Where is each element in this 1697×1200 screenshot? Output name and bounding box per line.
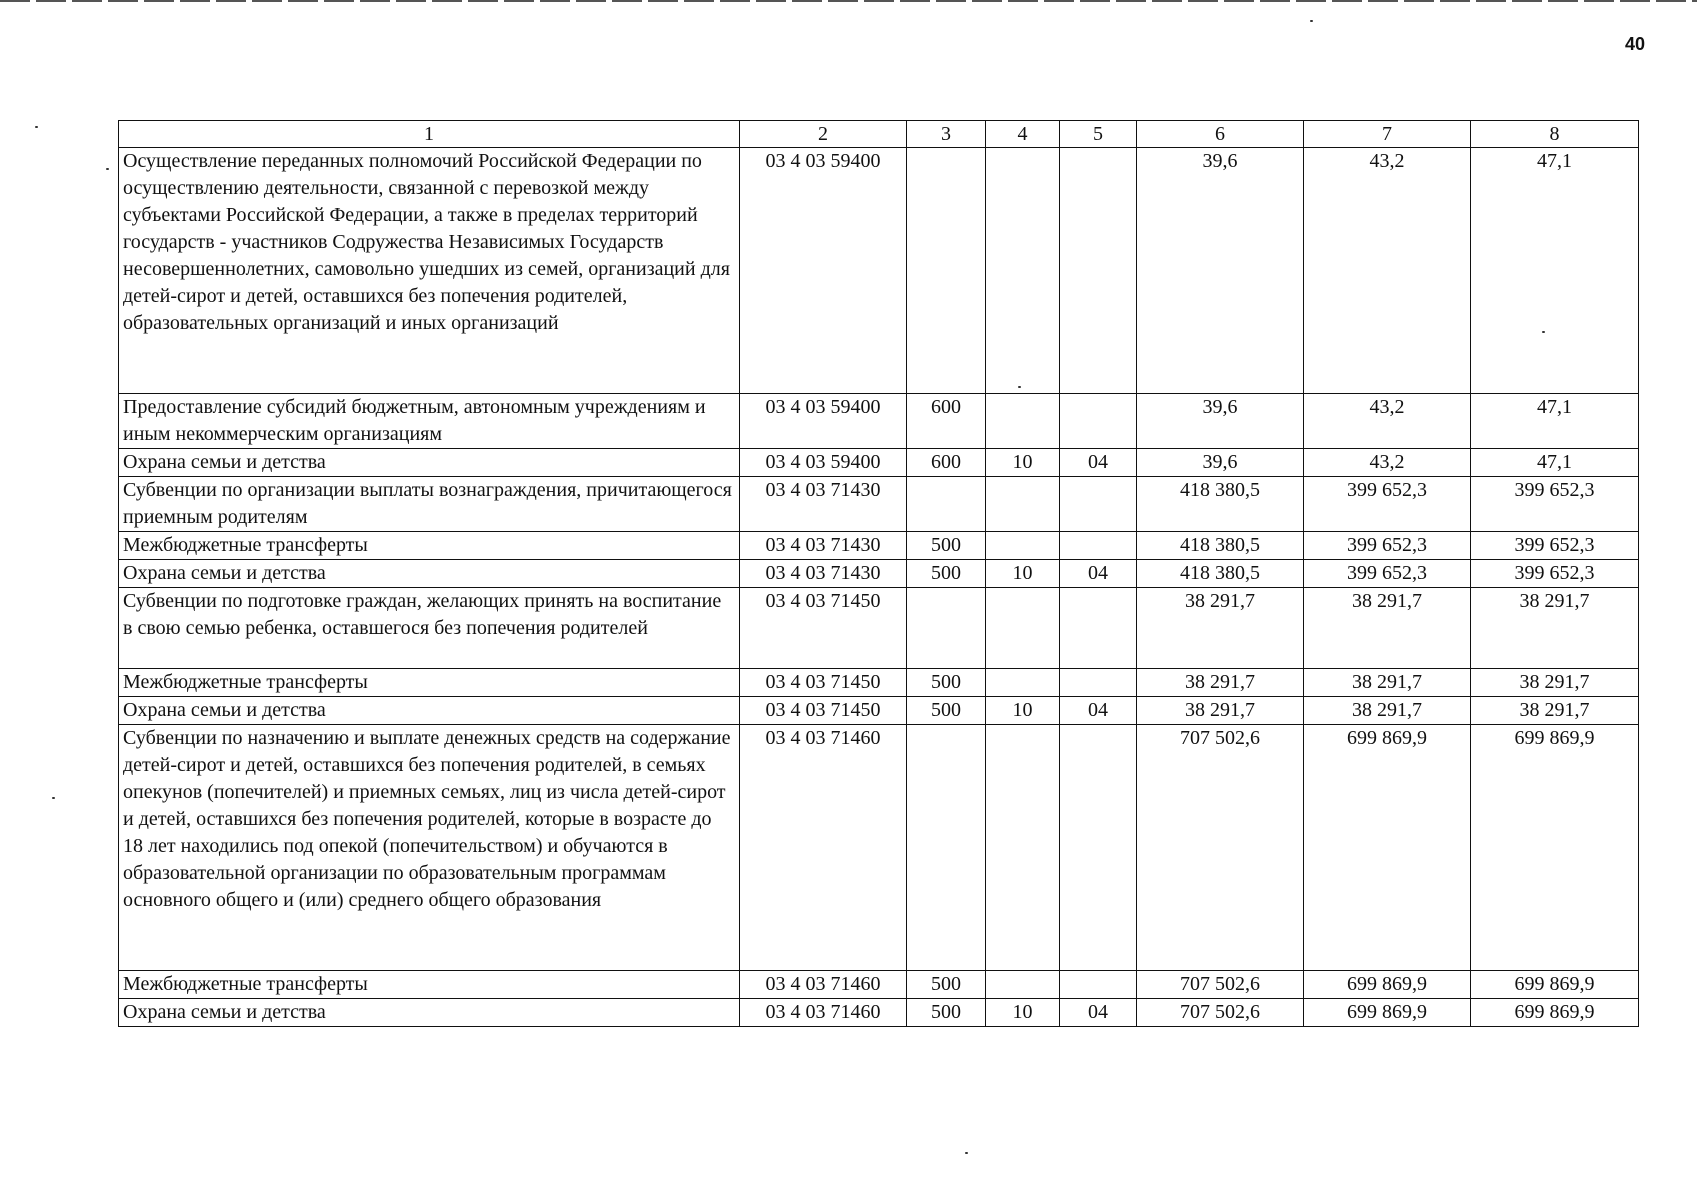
amount-col-7: 699 869,9 [1304,999,1471,1027]
amount-col-6: 418 380,5 [1137,560,1304,588]
expense-type [907,148,986,394]
section [986,394,1060,449]
amount-col-6: 707 502,6 [1137,725,1304,971]
amount-col-7: 699 869,9 [1304,725,1471,971]
amount-col-6: 707 502,6 [1137,971,1304,999]
page-number: 40 [1625,34,1646,54]
section: 10 [986,999,1060,1027]
scan-speck [965,1152,968,1154]
header-cell: 8 [1471,121,1639,148]
row-description: Охрана семьи и детства [119,697,740,725]
target-code: 03 4 03 71460 [740,725,907,971]
target-code: 03 4 03 71430 [740,560,907,588]
subsection: 04 [1060,560,1137,588]
table-row [119,449,1639,477]
amount-col-8: 399 652,3 [1471,477,1639,532]
amount-col-6: 38 291,7 [1137,669,1304,697]
table-row [119,394,1639,449]
table-row [119,669,1639,697]
section [986,588,1060,669]
expense-type: 500 [907,697,986,725]
amount-col-6: 39,6 [1137,449,1304,477]
scan-speck [106,168,109,170]
amount-col-6: 38 291,7 [1137,588,1304,669]
table-row [119,477,1639,532]
subsection [1060,588,1137,669]
target-code: 03 4 03 71430 [740,477,907,532]
section [986,477,1060,532]
table-row [119,148,1639,394]
row-description: Субвенции по организации выплаты вознаграждения, причитающегося приемным родителям [119,477,740,532]
target-code: 03 4 03 71460 [740,999,907,1027]
row-description: Субвенции по подготовке граждан, желающих принять на воспитание в свою семью ребенка, оставшегося без попечения родителей [119,588,740,669]
target-code: 03 4 03 59400 [740,394,907,449]
row-description: Предоставление субсидий бюджетным, автономным учреждениям и иным некоммерческим организациям [119,394,740,449]
expense-type: 500 [907,560,986,588]
table-row [119,999,1639,1027]
subsection [1060,532,1137,560]
section: 10 [986,449,1060,477]
subsection: 04 [1060,697,1137,725]
amount-col-8: 699 869,9 [1471,999,1639,1027]
target-code: 03 4 03 59400 [740,148,907,394]
row-description: Субвенции по назначению и выплате денежных средств на содержание детей-сирот и детей, оставшихся без попечения родителей, в семьях опекунов (попечителей) и приемных семьях, лиц из числа детей-сирот и детей, оставшихся без попечения родителей, которые в возрасте до 18 лет находились под опекой (попечительством) и обучаются в образовательной организации по образовательным программам основного общего и (или) среднего общего образования [119,725,740,971]
amount-col-7: 399 652,3 [1304,560,1471,588]
table-row [119,725,1639,971]
header-cell: 3 [907,121,986,148]
subsection: 04 [1060,449,1137,477]
amount-col-8: 47,1 [1471,394,1639,449]
row-description: Охрана семьи и детства [119,999,740,1027]
subsection [1060,394,1137,449]
amount-col-7: 43,2 [1304,148,1471,394]
target-code: 03 4 03 59400 [740,449,907,477]
row-description: Межбюджетные трансферты [119,971,740,999]
amount-col-7: 399 652,3 [1304,532,1471,560]
amount-col-7: 38 291,7 [1304,697,1471,725]
section: 10 [986,560,1060,588]
scan-speck [35,126,38,128]
top-scan-rule [0,0,1697,2]
table-row [119,697,1639,725]
amount-col-8: 47,1 [1471,148,1639,394]
expense-type: 500 [907,971,986,999]
table-row [119,588,1639,669]
expense-type: 500 [907,669,986,697]
table-row [119,560,1639,588]
table-row [119,971,1639,999]
amount-col-8: 399 652,3 [1471,532,1639,560]
subsection [1060,669,1137,697]
table-row [119,532,1639,560]
amount-col-8: 38 291,7 [1471,669,1639,697]
expense-type: 600 [907,394,986,449]
amount-col-8: 699 869,9 [1471,971,1639,999]
section [986,669,1060,697]
amount-col-6: 39,6 [1137,148,1304,394]
row-description: Осуществление переданных полномочий Российской Федерации по осуществлению деятельности, связанной с перевозкой между субъектами Российской Федерации, а также в пределах территорий государств - участников Содружества Независимых Государств несовершеннолетних, самовольно ушедших из семей, организаций для детей-сирот и детей, оставшихся без попечения родителей, образовательных организаций и иных организаций [119,148,740,394]
amount-col-7: 38 291,7 [1304,669,1471,697]
amount-col-8: 38 291,7 [1471,588,1639,669]
amount-col-7: 38 291,7 [1304,588,1471,669]
amount-col-7: 399 652,3 [1304,477,1471,532]
amount-col-6: 418 380,5 [1137,532,1304,560]
row-description: Межбюджетные трансферты [119,532,740,560]
scan-speck [52,797,55,799]
amount-col-8: 47,1 [1471,449,1639,477]
subsection [1060,148,1137,394]
amount-col-6: 418 380,5 [1137,477,1304,532]
row-description: Охрана семьи и детства [119,560,740,588]
scan-speck [1310,20,1313,22]
header-cell: 5 [1060,121,1137,148]
amount-col-8: 399 652,3 [1471,560,1639,588]
target-code: 03 4 03 71450 [740,669,907,697]
amount-col-6: 707 502,6 [1137,999,1304,1027]
header-cell: 4 [986,121,1060,148]
header-cell: 1 [119,121,740,148]
amount-col-7: 699 869,9 [1304,971,1471,999]
subsection [1060,971,1137,999]
header-row [119,121,1639,148]
expense-type: 500 [907,999,986,1027]
expense-type: 600 [907,449,986,477]
header-cell: 2 [740,121,907,148]
row-description: Охрана семьи и детства [119,449,740,477]
amount-col-7: 43,2 [1304,394,1471,449]
expense-type [907,477,986,532]
section [986,725,1060,971]
amount-col-6: 39,6 [1137,394,1304,449]
target-code: 03 4 03 71450 [740,588,907,669]
amount-col-7: 43,2 [1304,449,1471,477]
header-cell: 6 [1137,121,1304,148]
section [986,148,1060,394]
target-code: 03 4 03 71460 [740,971,907,999]
section [986,532,1060,560]
target-code: 03 4 03 71450 [740,697,907,725]
header-cell: 7 [1304,121,1471,148]
subsection [1060,725,1137,971]
expense-type [907,588,986,669]
row-description: Межбюджетные трансферты [119,669,740,697]
amount-col-8: 699 869,9 [1471,725,1639,971]
target-code: 03 4 03 71430 [740,532,907,560]
subsection [1060,477,1137,532]
amount-col-8: 38 291,7 [1471,697,1639,725]
subsection: 04 [1060,999,1137,1027]
expense-type [907,725,986,971]
section: 10 [986,697,1060,725]
section [986,971,1060,999]
amount-col-6: 38 291,7 [1137,697,1304,725]
budget-table [118,120,1639,1027]
expense-type: 500 [907,532,986,560]
